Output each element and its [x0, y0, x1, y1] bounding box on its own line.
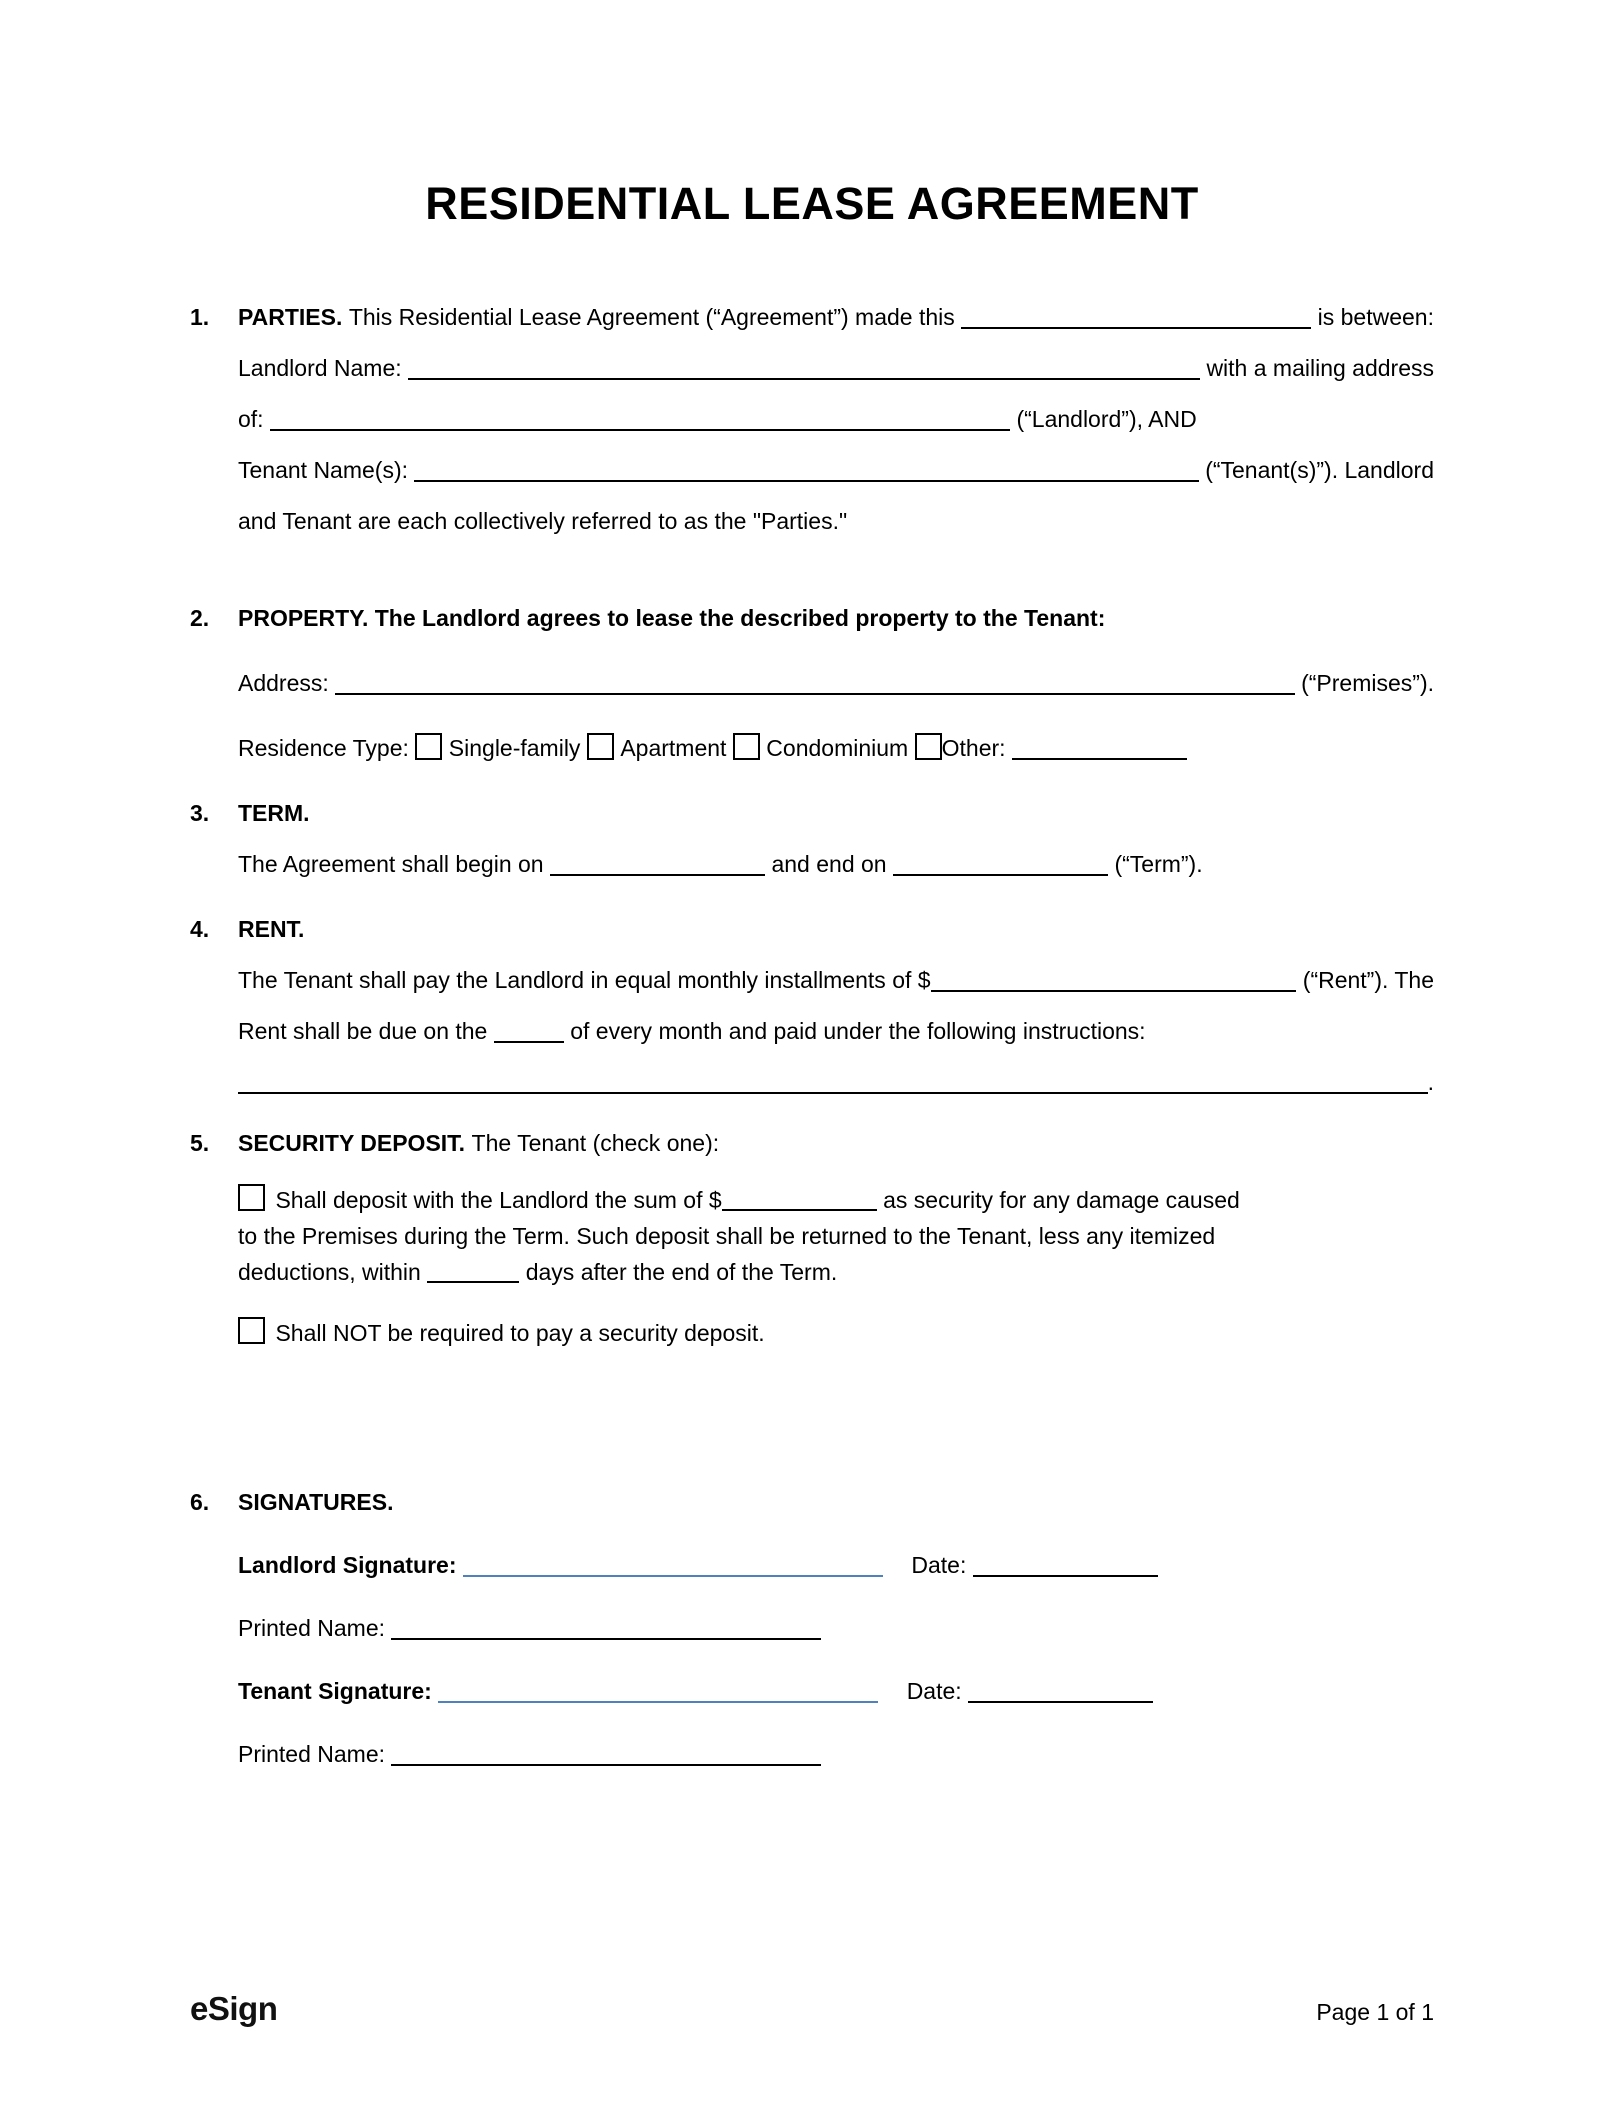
- signatures-heading-line: [238, 1477, 1434, 1528]
- landlord-address-field[interactable]: [270, 401, 1010, 431]
- tenant-names-suffix: (“Tenant(s)”). Landlord: [1205, 457, 1434, 483]
- term-dates-line: [238, 839, 1434, 890]
- esign-logo: eSign: [190, 1990, 278, 2027]
- landlord-printed-name-row: [238, 1603, 1434, 1654]
- landlord-signature-row: [238, 1540, 1434, 1591]
- deposit-opt1-line2: [238, 1218, 1434, 1254]
- section-number-property: 2.: [190, 605, 210, 631]
- rent-heading: RENT.: [238, 916, 305, 942]
- checkbox-other[interactable]: [915, 733, 942, 760]
- address-label: Address:: [238, 670, 329, 696]
- term-middle-text: and end on: [771, 851, 887, 877]
- parties-intro-end-text: is between:: [1317, 304, 1434, 330]
- property-address-field[interactable]: [335, 665, 1294, 695]
- section-number-deposit: 5.: [190, 1130, 210, 1156]
- rent-heading-line: [238, 904, 1434, 955]
- section-parties: [190, 292, 1434, 547]
- agreement-date-field[interactable]: [961, 299, 1311, 329]
- address-suffix: (“Premises”).: [1301, 670, 1434, 696]
- checkbox-single-family[interactable]: [415, 733, 442, 760]
- tenant-printed-name-row: [238, 1729, 1434, 1780]
- deposit-opt1-text-c: to the Premises during the Term. Such deposit shall be returned to the Tenant, less any itemized: [238, 1223, 1216, 1249]
- tenant-printed-name-field[interactable]: [391, 1736, 821, 1766]
- payment-instructions-line: [238, 1057, 1434, 1108]
- checkbox-security-deposit[interactable]: [238, 1184, 265, 1211]
- deposit-heading-line: [238, 1118, 1434, 1169]
- checkbox-no-security-deposit[interactable]: [238, 1317, 265, 1344]
- landlord-printed-name-field[interactable]: [391, 1610, 821, 1640]
- page-number: Page 1 of 1: [1316, 1999, 1434, 2025]
- deposit-label: SECURITY DEPOSIT.: [238, 1130, 466, 1156]
- landlord-name-label: Landlord Name:: [238, 355, 402, 381]
- term-start-date-field[interactable]: [550, 846, 765, 876]
- rent-amount-suffix: (“Rent”). The: [1302, 967, 1434, 993]
- parties-closing-text: and Tenant are each collectively referred to as the "Parties.": [238, 508, 848, 534]
- condominium-label: Condominium: [766, 735, 909, 761]
- rent-due-suffix: of every month and paid under the following instructions:: [570, 1018, 1146, 1044]
- section-security-deposit: [190, 1118, 1434, 1351]
- tenant-signature-label: Tenant Signature:: [238, 1678, 432, 1704]
- deposit-opt1-text-d: deductions, within: [238, 1259, 421, 1285]
- section-number-rent: 4.: [190, 916, 210, 942]
- property-heading: PROPERTY. The Landlord agrees to lease the described property to the Tenant:: [238, 605, 1106, 631]
- deposit-opt1-line1: [238, 1181, 1434, 1218]
- parties-line-intro: [238, 292, 1434, 343]
- section-rent: [190, 904, 1434, 1108]
- deposit-option-1: [238, 1181, 1434, 1290]
- tenant-signature-field[interactable]: [438, 1673, 878, 1703]
- section-number-parties: 1.: [190, 304, 210, 330]
- landlord-date-label: Date:: [911, 1552, 967, 1578]
- landlord-signature-label: Landlord Signature:: [238, 1552, 457, 1578]
- instructions-period: .: [1427, 1069, 1434, 1095]
- section-signatures: [190, 1477, 1434, 1780]
- parties-line-tenant: [238, 445, 1434, 496]
- parties-label: PARTIES.: [238, 304, 343, 330]
- deposit-label-suffix: The Tenant (check one):: [471, 1130, 720, 1156]
- term-end-date-field[interactable]: [893, 846, 1108, 876]
- property-heading-line: [238, 593, 1434, 644]
- parties-line-address: [238, 394, 1434, 445]
- term-begin-text: The Agreement shall begin on: [238, 851, 544, 877]
- signatures-heading: SIGNATURES.: [238, 1489, 394, 1515]
- rent-amount-text: The Tenant shall pay the Landlord in equal monthly installments of $: [238, 967, 931, 993]
- security-deposit-amount-field[interactable]: [722, 1191, 877, 1211]
- tenant-names-field[interactable]: [414, 452, 1198, 482]
- rent-amount-line: [238, 955, 1434, 1006]
- tenant-date-label: Date:: [906, 1678, 962, 1704]
- section-number-signatures: 6.: [190, 1489, 210, 1515]
- deposit-return-days-field[interactable]: [427, 1263, 519, 1283]
- page-footer: [190, 1990, 1434, 2028]
- deposit-opt2-text: Shall NOT be required to pay a security deposit.: [275, 1320, 765, 1346]
- rent-due-day-field[interactable]: [494, 1013, 564, 1043]
- deposit-opt1-line3: [238, 1254, 1434, 1290]
- payment-instructions-field[interactable]: [238, 1064, 1428, 1094]
- of-suffix: (“Landlord”), AND: [1016, 406, 1197, 432]
- landlord-name-suffix: with a mailing address: [1206, 355, 1434, 381]
- parties-intro-text: This Residential Lease Agreement (“Agreement”) made this: [348, 304, 955, 330]
- landlord-date-field[interactable]: [973, 1547, 1158, 1577]
- tenant-date-field[interactable]: [968, 1673, 1153, 1703]
- rent-due-line: [238, 1006, 1434, 1057]
- other-residence-field[interactable]: [1012, 730, 1187, 760]
- other-label: Other:: [941, 735, 1006, 761]
- parties-line-closing: [238, 496, 1434, 547]
- term-end-text: (“Term”).: [1114, 851, 1203, 877]
- rent-due-text: Rent shall be due on the: [238, 1018, 488, 1044]
- tenant-names-label: Tenant Name(s):: [238, 457, 409, 483]
- deposit-option-2: [238, 1314, 1434, 1351]
- tenant-printed-name-label: Printed Name:: [238, 1741, 386, 1767]
- rent-amount-field[interactable]: [931, 962, 1297, 992]
- section-term: [190, 788, 1434, 890]
- single-family-label: Single-family: [448, 735, 581, 761]
- deposit-opt1-text-b: as security for any damage caused: [883, 1187, 1240, 1213]
- landlord-signature-field[interactable]: [463, 1547, 883, 1577]
- parties-line-landlord: [238, 343, 1434, 394]
- property-address-line: [238, 658, 1434, 709]
- section-number-term: 3.: [190, 800, 210, 826]
- residence-type-label: Residence Type:: [238, 735, 409, 761]
- deposit-opt1-text-e: days after the end of the Term.: [525, 1259, 838, 1285]
- of-label: of:: [238, 406, 264, 432]
- residence-type-line: [238, 723, 1434, 774]
- checkbox-apartment[interactable]: [587, 733, 614, 760]
- term-heading-line: [238, 788, 1434, 839]
- section-property: [190, 593, 1434, 774]
- document-title: RESIDENTIAL LEASE AGREEMENT: [425, 178, 1199, 229]
- tenant-signature-row: [238, 1666, 1434, 1717]
- apartment-label: Apartment: [620, 735, 727, 761]
- checkbox-condominium[interactable]: [733, 733, 760, 760]
- deposit-opt1-text-a: Shall deposit with the Landlord the sum of $: [275, 1187, 722, 1213]
- landlord-printed-name-label: Printed Name:: [238, 1615, 386, 1641]
- term-heading: TERM.: [238, 800, 310, 826]
- landlord-name-field[interactable]: [408, 350, 1200, 380]
